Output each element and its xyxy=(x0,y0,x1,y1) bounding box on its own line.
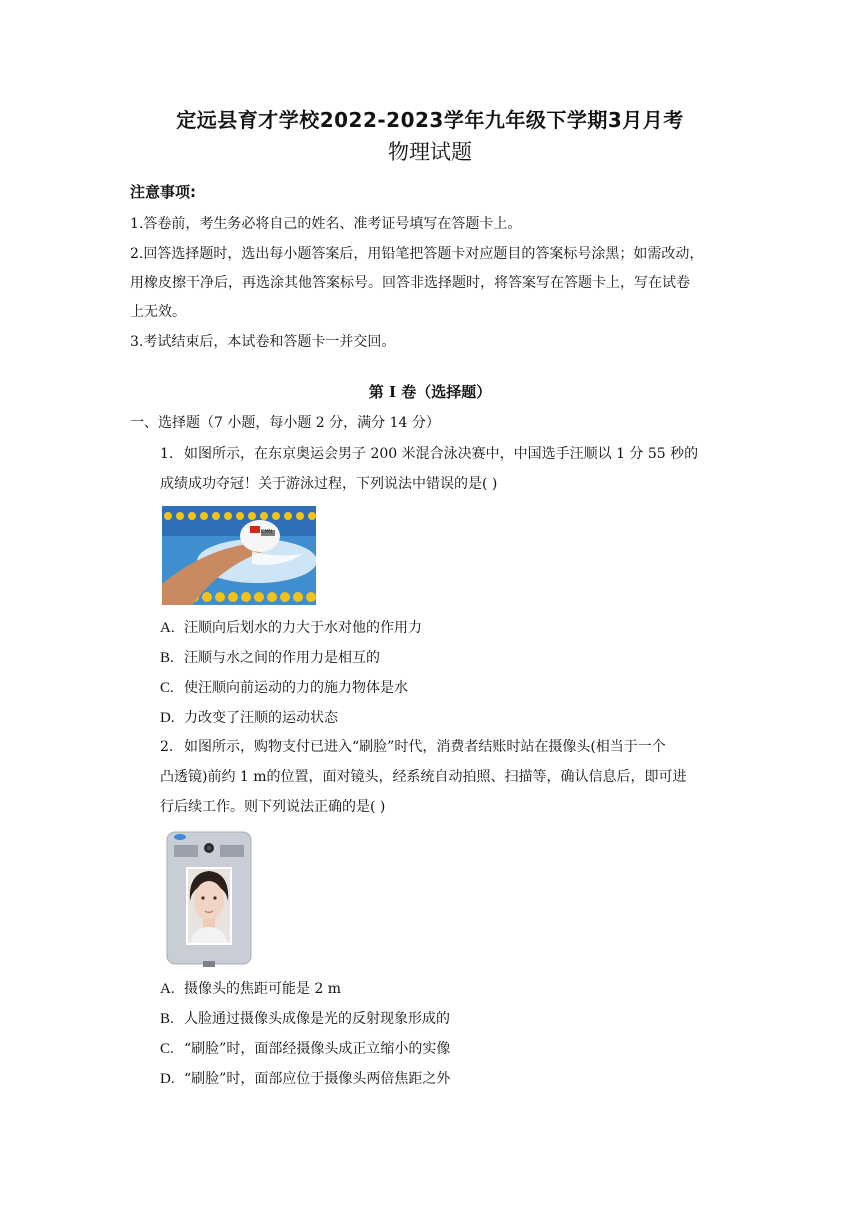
notice-line: 1.答卷前，考生务必将自己的姓名、准考证号填写在答题卡上。 xyxy=(130,216,522,232)
option-text: 摄像头的焦距可能是 2 m xyxy=(184,981,342,997)
question-2-line-2: 凸透镜)前约 1 m的位置，面对镜头，经系统自动拍照、扫描等，确认信息后，即可进 xyxy=(160,769,687,785)
exam-title: 定远县育才学校2022-2023学年九年级下学期3月月考 xyxy=(176,108,684,132)
part-heading: 一、选择题（7 小题，每小题 2 分，满分 14 分） xyxy=(130,415,440,431)
option-d xyxy=(160,708,338,728)
option-text: 人脸通过摄像头成像是光的反射现象形成的 xyxy=(184,1011,450,1027)
question-text: 如图所示，在东京奥运会男子 200 米混合泳决赛中，中国选手汪顺以 1 分 55 秒的 xyxy=(184,446,699,462)
option-d xyxy=(160,1069,450,1089)
option-text: 汪顺向后划水的力大于水对他的作用力 xyxy=(184,620,422,636)
question-number: 1. xyxy=(160,446,174,462)
option-c xyxy=(160,1039,450,1059)
section-title: 第 I 卷（选择题） xyxy=(368,383,492,401)
option-letter: A. xyxy=(160,981,175,997)
notice-line: 2.回答选择题时，选出每小题答案后，用铅笔把答题卡对应题目的答案标号涂黑；如需改动， xyxy=(130,246,704,262)
option-text: 力改变了汪顺的运动状态 xyxy=(184,710,338,726)
notice-heading: 注意事项: xyxy=(130,183,196,201)
option-a xyxy=(160,618,422,638)
question-1-line-1 xyxy=(160,444,698,464)
option-letter: D. xyxy=(160,1071,175,1087)
notice-line: 3.考试结束后，本试卷和答题卡一并交回。 xyxy=(130,334,396,350)
option-letter: A. xyxy=(160,620,175,636)
option-letter: D. xyxy=(160,710,175,726)
swimmer-photo xyxy=(162,506,316,605)
option-letter: C. xyxy=(160,680,174,696)
cap-label: CHN xyxy=(261,529,272,535)
face-scanner-device-image xyxy=(166,831,252,967)
option-text: “刷脸”时，面部经摄像头成正立缩小的实像 xyxy=(184,1041,451,1057)
option-b xyxy=(160,648,380,668)
option-letter: B. xyxy=(160,650,174,666)
option-b xyxy=(160,1009,450,1029)
option-text: “刷脸”时，面部应位于摄像头两倍焦距之外 xyxy=(184,1071,451,1087)
option-a xyxy=(160,979,341,999)
question-number: 2. xyxy=(160,739,174,755)
notice-line: 上无效。 xyxy=(130,304,186,320)
question-2-line-1 xyxy=(160,737,666,757)
option-letter: B. xyxy=(160,1011,174,1027)
notice-line: 用橡皮擦干净后，再选涂其他答案标号。回答非选择题时，将答案写在答题卡上，写在试卷 xyxy=(130,275,690,291)
option-c xyxy=(160,678,408,698)
option-text: 使汪顺向前运动的力的施力物体是水 xyxy=(184,680,408,696)
option-text: 汪顺与水之间的作用力是相互的 xyxy=(184,650,380,666)
question-2-line-3: 行后续工作。则下列说法正确的是( ) xyxy=(160,799,386,815)
question-1-line-2: 成绩成功夺冠！关于游泳过程，下列说法中错误的是( ) xyxy=(160,476,498,492)
question-text: 如图所示，购物支付已进入“刷脸”时代，消费者结账时站在摄像头(相当于一个 xyxy=(184,739,666,755)
option-letter: C. xyxy=(160,1041,174,1057)
exam-subject: 物理试题 xyxy=(388,140,472,164)
